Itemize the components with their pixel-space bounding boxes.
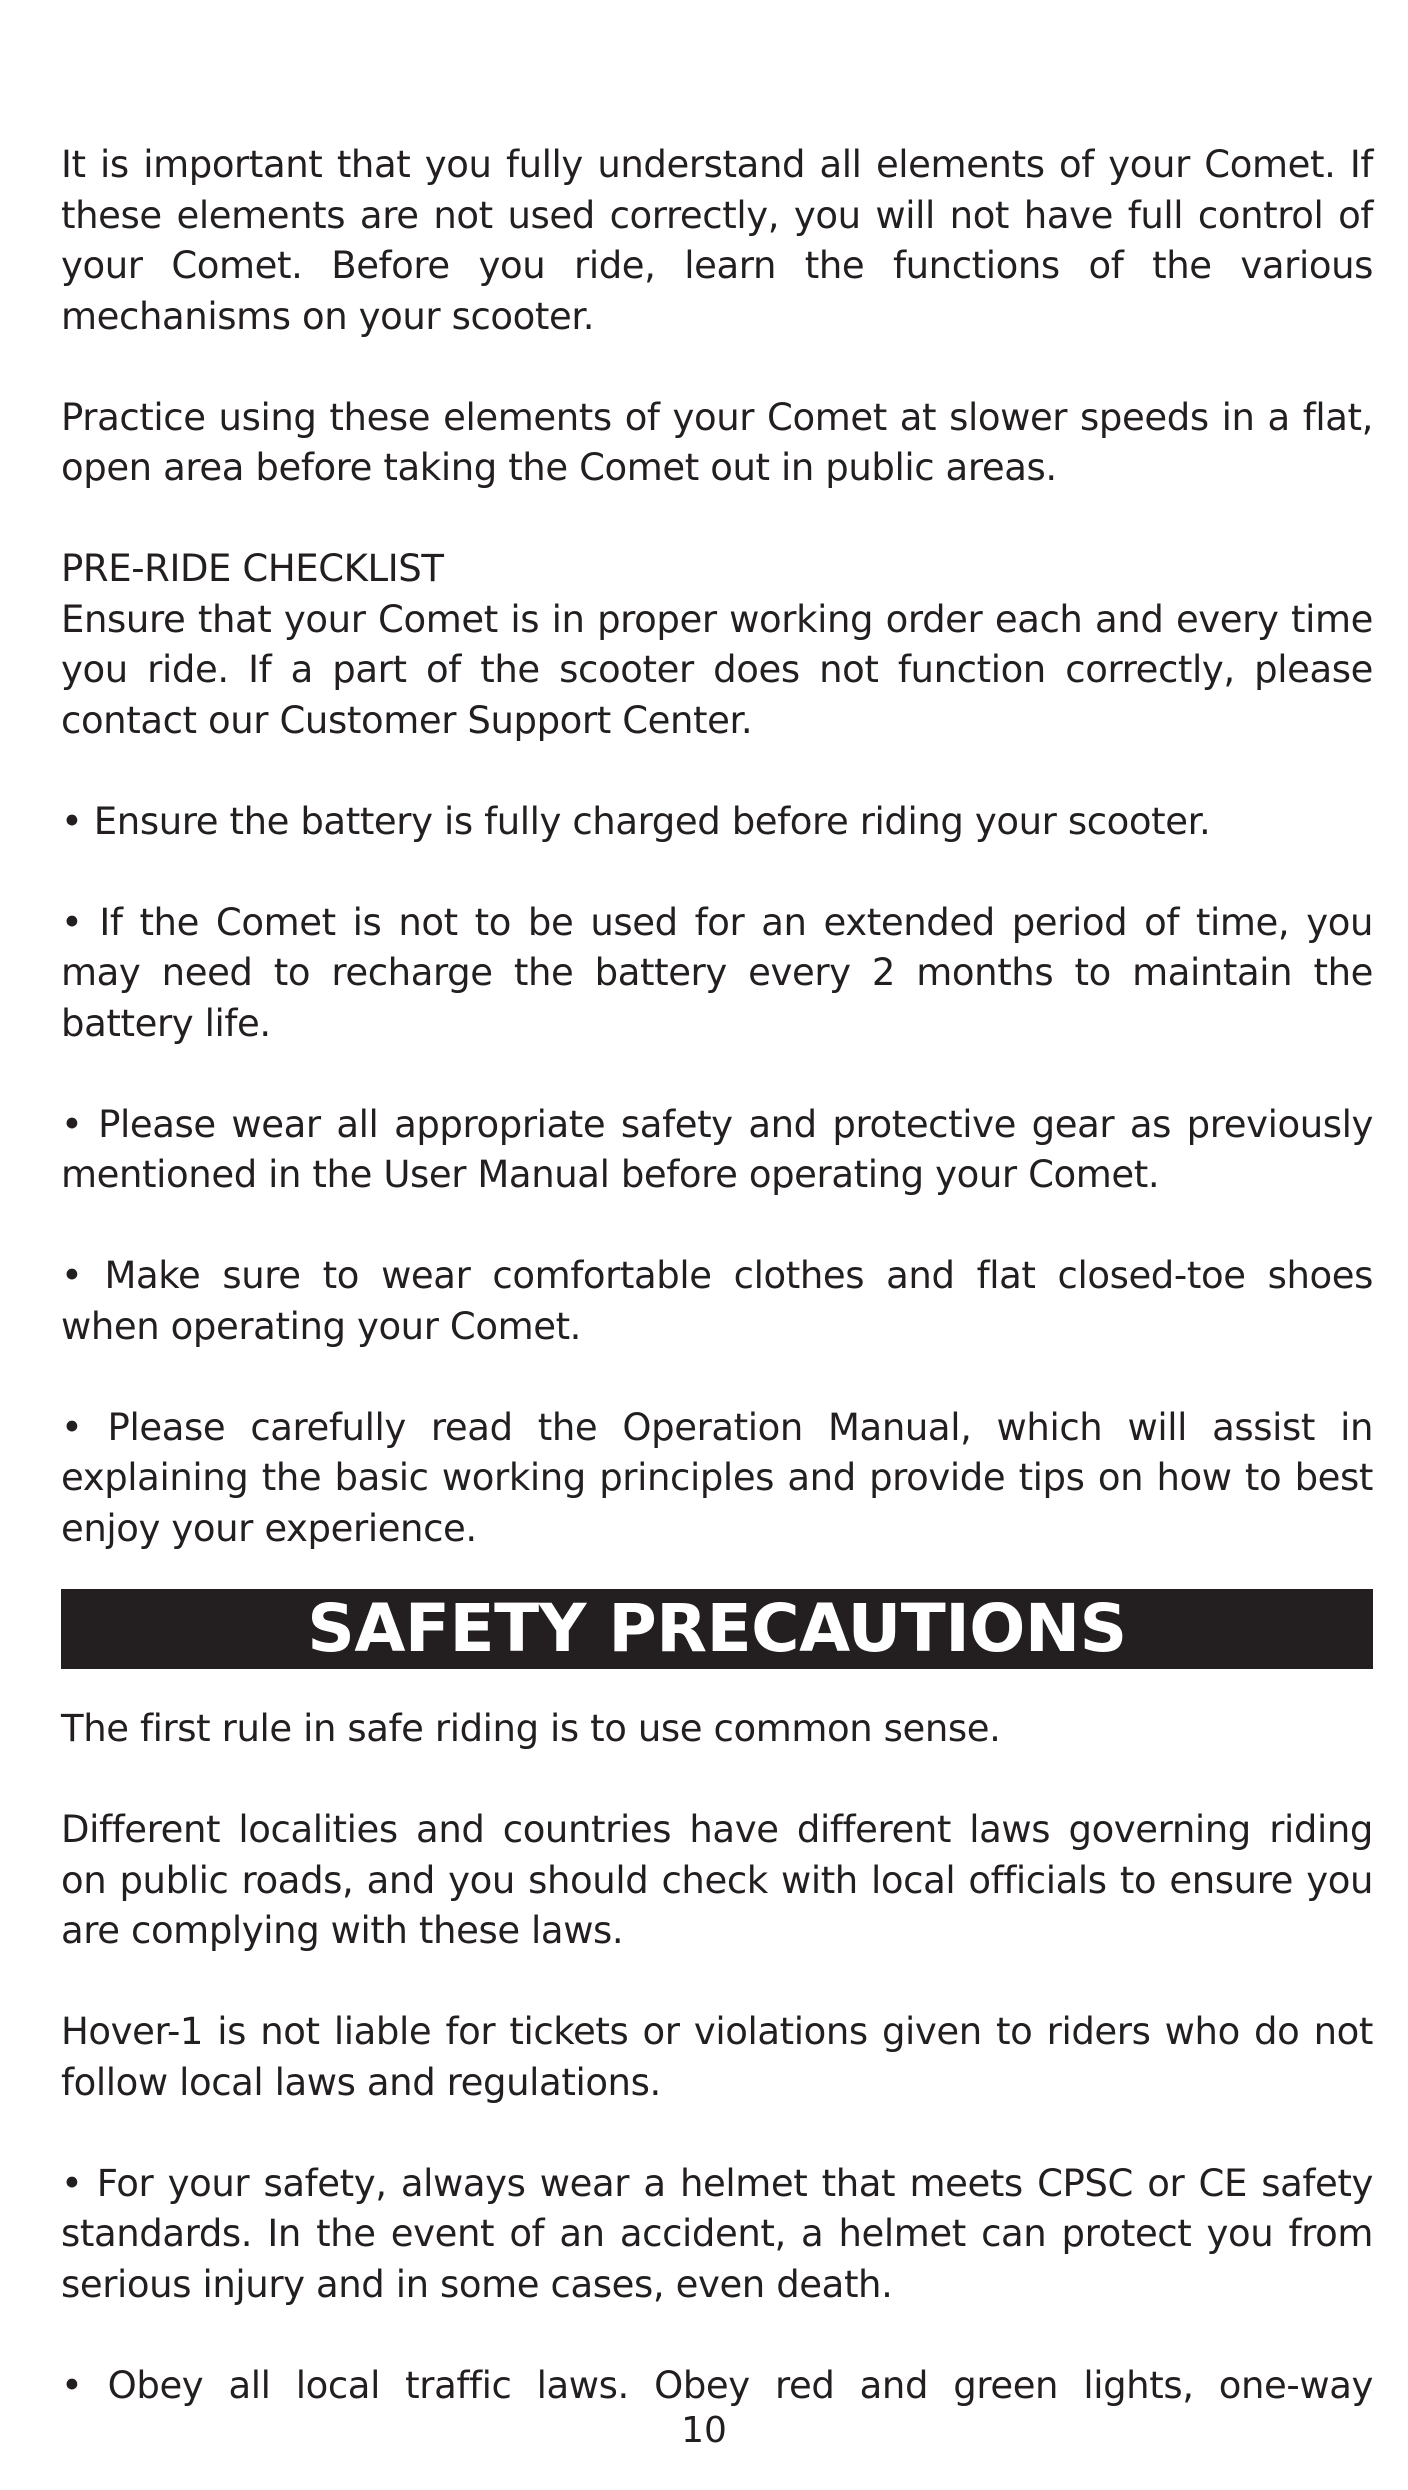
safety-paragraph-2: Different localities and countries have different laws governing riding on public roads, and you should check with local officials to ensure you are complying with these laws. [61, 1808, 1373, 1952]
intro-paragraph-1: It is important that you fully understand all elements of your Comet. If these elements are not used correctly, you will not have full control of your Comet. Before you ride, learn the functions of the various mechanisms on your scooter. [61, 143, 1373, 338]
pre-ride-checklist-heading: PRE-RIDE CHECKLIST [61, 547, 444, 590]
safety-item-traffic-laws: • Obey all local traffic laws. Obey red and green lights, one-way [61, 2363, 1373, 2407]
manual-page [61, 140, 1373, 2411]
page-number: 10 [681, 2410, 727, 2451]
safety-item-helmet: • For your safety, always wear a helmet that meets CPSC or CE safety standards. In the event of an accident, a helmet can protect you from serious injury and in some cases, even death. [61, 2161, 1373, 2306]
safety-paragraph-1: The first rule in safe riding is to use common sense. [61, 1707, 1001, 1750]
checklist-item-safety-gear: • Please wear all appropriate safety and protective gear as previously mentioned in the User Manual before operating your Comet. [61, 1102, 1373, 1196]
checklist-item-battery: • Ensure the battery is fully charged before riding your scooter. [61, 799, 1211, 843]
safety-paragraph-3: Hover-1 is not liable for tickets or violations given to riders who do not follow local laws and regulations. [61, 2010, 1373, 2104]
intro-paragraph-2: Practice using these elements of your Comet at slower speeds in a flat, open area before taking the Comet out in public areas. [61, 395, 1373, 489]
checklist-item-recharge: • If the Comet is not to be used for an extended period of time, you may need to recharge the battery every 2 months to maintain the battery life. [61, 900, 1373, 1045]
checklist-intro: Ensure that your Comet is in proper working order each and every time you ride. If a part of the scooter does not function correctly, please contact our Customer Support Center. [61, 597, 1373, 742]
safety-precautions-banner: SAFETY PRECAUTIONS [61, 1589, 1373, 1669]
checklist-item-clothing: • Make sure to wear comfortable clothes and flat closed-toe shoes when operating your Comet. [61, 1254, 1373, 1348]
checklist-item-manual: • Please carefully read the Operation Manual, which will assist in explaining the basic working principles and provide tips on how to best enjoy your experience. [61, 1405, 1373, 1550]
